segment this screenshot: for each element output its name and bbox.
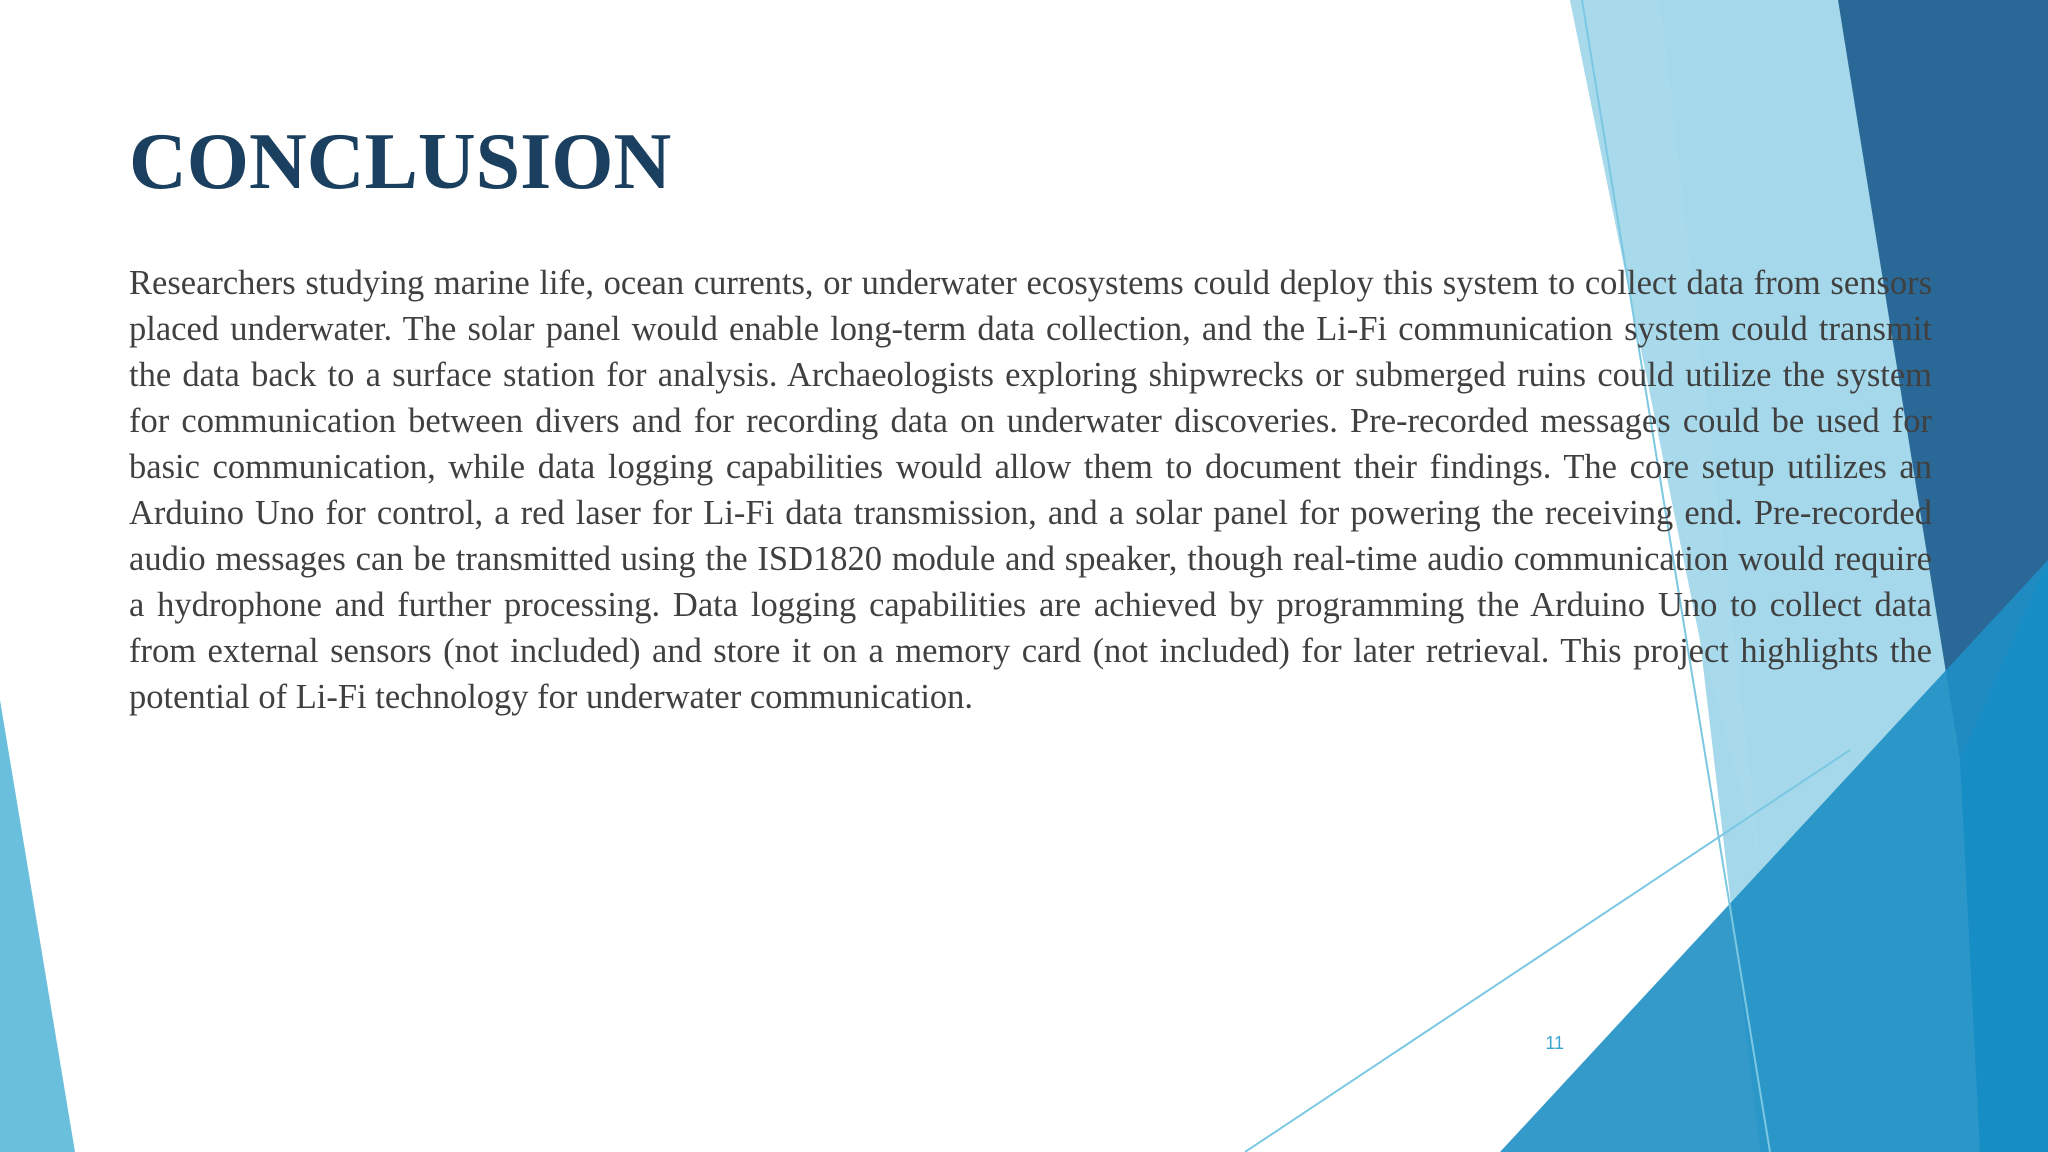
slide-title: CONCLUSION — [129, 118, 672, 206]
left-accent-triangle — [0, 700, 75, 1152]
slide-number: 11 — [1545, 1033, 1564, 1053]
conclusion-paragraph: Researchers studying marine life, ocean currents, or underwater ecosystems could deploy this system to collect data from sensors placed underwater. The solar panel would enable long-term data collection, and the Li-Fi communication system could transmit the data back to a surface station for analysis. Archaeologists exploring shipwrecks or submerged ruins could utilize the system for communication between divers and for recording data on underwater discoveries. Pre-recorded messages could be used for basic communication, while data logging capabilities would allow them to document their findings. The core setup utilizes an Arduino Uno for control, a red laser for Li-Fi data transmission, and a solar panel for powering the receiving end. Pre-recorded audio messages can be transmitted using the ISD1820 module and speaker, though real-time audio communication would require a hydrophone and further processing. Data logging capabilities are achieved by programming the Arduino Uno to collect data from external sensors (not included) and store it on a memory card (not included) for later retrieval. This project highlights the potential of Li-Fi technology for underwater communication. — [129, 264, 1932, 716]
